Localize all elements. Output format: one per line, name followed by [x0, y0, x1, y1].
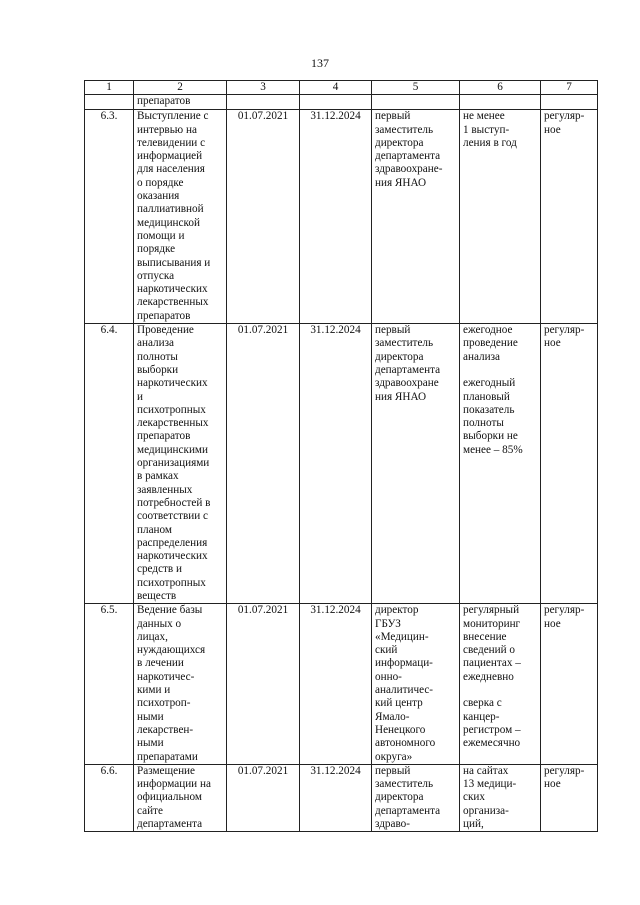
cell-line: ский	[375, 644, 398, 657]
cell-line: пациентах –	[463, 657, 521, 670]
cell-line: и	[137, 390, 143, 403]
periodicity	[541, 324, 598, 604]
cell-line: распределения	[137, 536, 208, 549]
cell-line: средств и	[137, 563, 182, 576]
cell-line: ное	[544, 617, 561, 630]
cell-line: сверка с	[463, 697, 502, 710]
cell-line: организациями	[137, 457, 210, 470]
table-row	[85, 764, 598, 831]
cell-line: канцер-	[463, 710, 500, 723]
cell-line: Ненецкого	[375, 723, 426, 736]
cell-line: лекарственных	[137, 417, 209, 430]
cell-line: ления в год	[463, 136, 517, 149]
cell-line: порядке	[137, 243, 176, 256]
cell-line: ежемесячно	[463, 737, 521, 750]
measure-name	[134, 604, 227, 765]
start-date: 01.07.2021	[227, 324, 300, 604]
cell-line: проведение	[463, 337, 518, 350]
cell-line: здравоохране	[375, 377, 439, 390]
continuation-text: препаратов	[134, 95, 227, 110]
cell-line: нуждающихся	[137, 644, 206, 657]
cell-line: психотропных	[137, 576, 206, 589]
cell-line: для населения	[137, 163, 205, 176]
target-indicator	[460, 110, 541, 324]
cell-line: регуляр-	[544, 110, 585, 123]
cell-line: ских	[463, 791, 485, 804]
cell-line: первый	[375, 324, 411, 337]
cell-line: менее – 85%	[463, 443, 523, 456]
row-number: 6.6.	[85, 764, 134, 831]
cell-line: онно-	[375, 670, 402, 683]
cell-line: ния ЯНАО	[375, 176, 427, 189]
cell-line: аналитичес-	[375, 684, 434, 697]
cell-line: директора	[375, 350, 424, 363]
continuation-row	[85, 95, 598, 110]
cell-line: департамента	[137, 818, 203, 831]
cell-line: официальном	[137, 791, 202, 804]
cell-line: отпуска	[137, 269, 175, 282]
responsible-person	[372, 764, 460, 831]
cell-line	[463, 364, 537, 377]
cell-line: первый	[375, 764, 411, 777]
cell-line: здравоохране-	[375, 163, 443, 176]
cell-line: наркотических	[137, 377, 208, 390]
cell-line: Проведение	[137, 324, 194, 337]
cell-line: наркотических	[137, 283, 208, 296]
cell-line: в рамках	[137, 470, 179, 483]
cell-line: ными	[137, 737, 164, 750]
cell-line: кий центр	[375, 697, 423, 710]
cell-line: организа-	[463, 804, 509, 817]
target-indicator	[460, 764, 541, 831]
cell-line: лекарственных	[137, 296, 209, 309]
end-date: 31.12.2024	[300, 764, 372, 831]
cell-line: на сайтах	[463, 764, 509, 777]
cell-line: веществ	[137, 589, 177, 602]
cell-line: полноты	[463, 417, 504, 430]
cell-line: плановый	[463, 390, 510, 403]
cell-line: директора	[375, 791, 424, 804]
cell-line: ными	[137, 710, 164, 723]
cell-line: информации на	[137, 778, 211, 791]
measure-name	[134, 324, 227, 604]
cell-line: лекарствен-	[137, 723, 194, 736]
cell-line: психотропных	[137, 403, 206, 416]
end-date: 31.12.2024	[300, 324, 372, 604]
cell-line: интервью на	[137, 123, 197, 136]
cell-line: лицах,	[137, 630, 168, 643]
cell-line: не менее	[463, 110, 505, 123]
cell-line: Размещение	[137, 764, 196, 777]
cell-line: наркотичес-	[137, 670, 195, 683]
cell-line: здраво-	[375, 818, 410, 831]
table-row	[85, 324, 598, 604]
column-header: 4	[300, 81, 372, 95]
row-number: 6.5.	[85, 604, 134, 765]
cell-line: «Медицин-	[375, 630, 429, 643]
cell-line: показатель	[463, 403, 515, 416]
row-number: 6.3.	[85, 110, 134, 324]
cell-line: паллиативной	[137, 203, 204, 216]
cell-line: заместитель	[375, 123, 434, 136]
cell-line: департамента	[375, 804, 441, 817]
cell-line: 13 медици-	[463, 778, 517, 791]
cell-line: анализа	[137, 337, 174, 350]
cell-line: препаратов	[137, 309, 191, 322]
cell-line: ций,	[463, 818, 484, 831]
cell-line: регуляр-	[544, 764, 585, 777]
cell-line: выборки	[137, 363, 179, 376]
cell-line: ежегодное	[463, 324, 513, 337]
cell-line: директор	[375, 604, 419, 617]
cell-line: регулярный	[463, 604, 520, 617]
cell-line: ное	[544, 778, 561, 791]
cell-line: кими и	[137, 684, 171, 697]
cell-line: Ведение базы	[137, 604, 203, 617]
cell-line: психотроп-	[137, 697, 191, 710]
cell-line: медицинскими	[137, 443, 208, 456]
cell-line: потребностей в	[137, 496, 211, 509]
periodicity	[541, 110, 598, 324]
cell-line: автономного	[375, 737, 436, 750]
row-number: 6.4.	[85, 324, 134, 604]
cell-line: регуляр-	[544, 604, 585, 617]
end-date: 31.12.2024	[300, 110, 372, 324]
responsible-person	[372, 604, 460, 765]
cell-line: планом	[137, 523, 172, 536]
cell-line: препаратов	[137, 430, 191, 443]
column-header: 7	[541, 81, 598, 95]
cell-line: наркотических	[137, 550, 208, 563]
cell-line: первый	[375, 110, 411, 123]
cell-line: департамента	[375, 150, 441, 163]
cell-line	[463, 684, 537, 697]
cell-line: ное	[544, 123, 561, 136]
cell-line: ГБУЗ	[375, 617, 401, 630]
target-indicator	[460, 324, 541, 604]
cell-line: ное	[544, 337, 561, 350]
cell-line: ния ЯНАО	[375, 390, 427, 403]
responsible-person	[372, 110, 460, 324]
cell-line: департамента	[375, 363, 441, 376]
column-header: 5	[372, 81, 460, 95]
column-header: 1	[85, 81, 134, 95]
cell-line: помощи и	[137, 229, 185, 242]
cell-line: заместитель	[375, 337, 434, 350]
start-date: 01.07.2021	[227, 110, 300, 324]
cell-line: сайте	[137, 804, 163, 817]
cell-line: в лечении	[137, 657, 184, 670]
cell-line: мониторинг	[463, 617, 521, 630]
cell-line: препаратами	[137, 750, 198, 763]
cell-line: данных о	[137, 617, 182, 630]
cell-line: выписывания и	[137, 256, 211, 269]
cell-line: регистром –	[463, 723, 521, 736]
cell-line: анализа	[463, 350, 500, 363]
cell-line: медицинской	[137, 216, 200, 229]
header-row	[85, 81, 598, 95]
start-date: 01.07.2021	[227, 604, 300, 765]
end-date: 31.12.2024	[300, 604, 372, 765]
cell-line: информаци-	[375, 657, 433, 670]
column-header: 2	[134, 81, 227, 95]
cell-line: соответствии с	[137, 510, 208, 523]
table-row	[85, 604, 598, 765]
cell-line: ежегодный	[463, 377, 516, 390]
measure-name	[134, 110, 227, 324]
cell-line: Выступление с	[137, 110, 209, 123]
cell-line: ежедневно	[463, 670, 514, 683]
target-indicator	[460, 604, 541, 765]
periodicity	[541, 604, 598, 765]
column-header: 6	[460, 81, 541, 95]
column-header: 3	[227, 81, 300, 95]
cell-line: телевидении с	[137, 136, 206, 149]
cell-line: сведений о	[463, 644, 516, 657]
cell-line: 1 выступ-	[463, 123, 510, 136]
cell-line: регуляр-	[544, 324, 585, 337]
cell-line: выборки не	[463, 430, 518, 443]
start-date: 01.07.2021	[227, 764, 300, 831]
cell-line: заявленных	[137, 483, 193, 496]
cell-line: директора	[375, 136, 424, 149]
responsible-person	[372, 324, 460, 604]
cell-line: оказания	[137, 190, 180, 203]
measure-name	[134, 764, 227, 831]
cell-line: округа»	[375, 750, 413, 763]
cell-line: внесение	[463, 630, 507, 643]
periodicity	[541, 764, 598, 831]
cell-line: Ямало-	[375, 710, 410, 723]
page-number: 137	[311, 56, 329, 70]
cell-line: о порядке	[137, 176, 184, 189]
cell-line: информацией	[137, 150, 203, 163]
cell-line: полноты	[137, 350, 178, 363]
measures-table	[84, 80, 598, 832]
table-row	[85, 110, 598, 324]
cell-line: заместитель	[375, 778, 434, 791]
